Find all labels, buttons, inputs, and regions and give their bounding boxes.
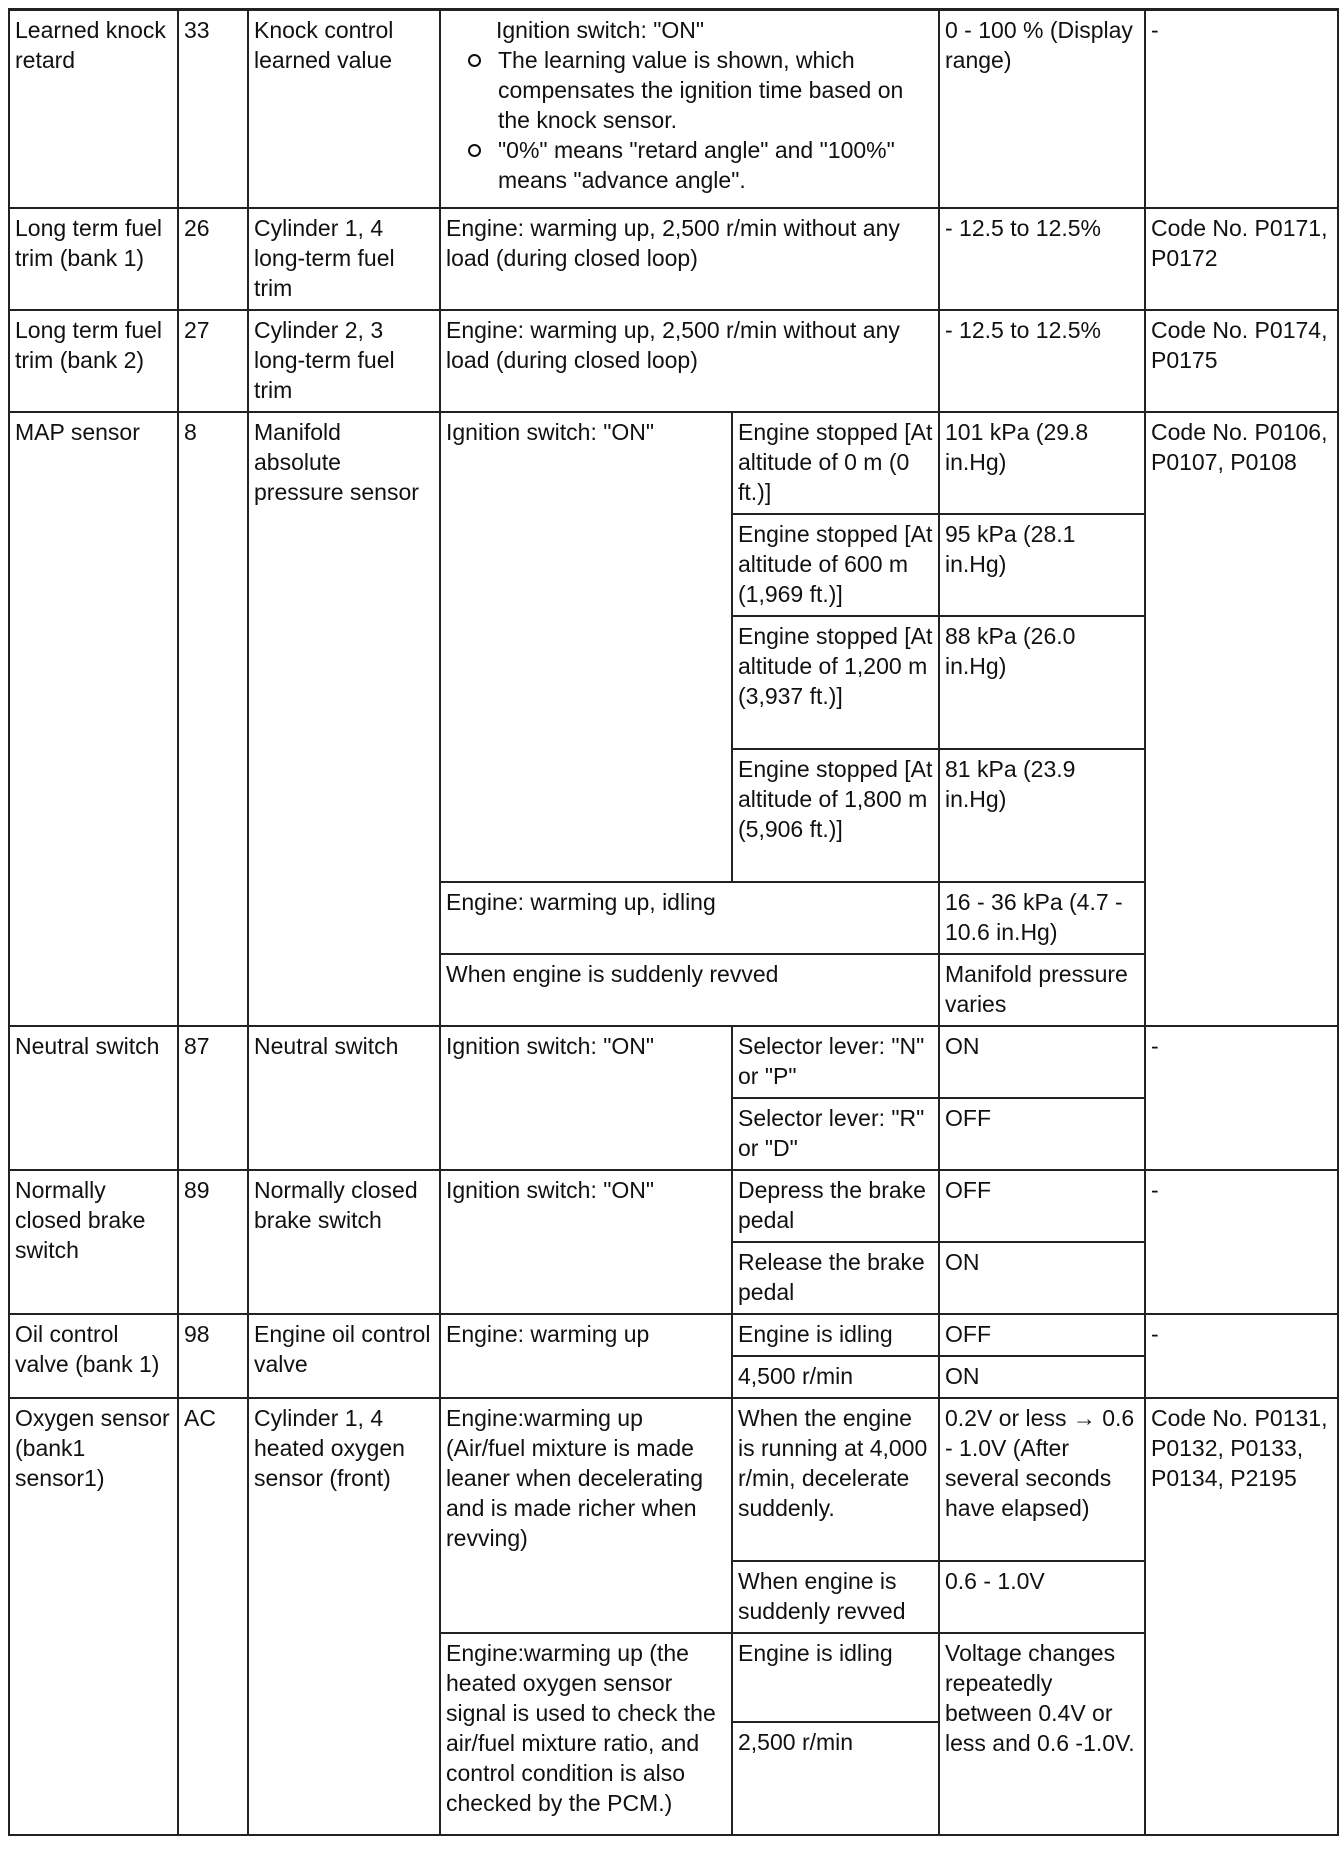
code-cell: - — [1145, 1170, 1338, 1314]
circle-bullet-icon — [468, 144, 481, 157]
sub-condition-cell: Depress the brake pedal — [732, 1170, 939, 1242]
circle-bullet-icon — [468, 54, 481, 67]
condition-cell: Engine: warming up, 2,500 r/min without any load (during closed loop) — [440, 310, 939, 412]
sub-condition-cell: 2,500 r/min — [732, 1722, 939, 1835]
condition-notes — [446, 45, 933, 195]
sub-condition-cell: Selector lever: "N" or "P" — [732, 1026, 939, 1098]
item-cell: Oxygen sensor (bank1 sensor1) — [9, 1398, 178, 1835]
pid-data-table — [8, 8, 1339, 1836]
condition-cell: Engine:warming up (the heated oxygen sensor signal is used to check the air/fuel mixture ratio, and control condition is also checked by the PCM.) — [440, 1633, 732, 1835]
sub-condition-cell: Selector lever: "R" or "D" — [732, 1098, 939, 1170]
pid-cell: 27 — [178, 310, 248, 412]
item-cell: MAP sensor — [9, 412, 178, 1026]
sub-condition-cell: Engine stopped [At altitude of 0 m (0 ft.)] — [732, 412, 939, 514]
condition-cell: Ignition switch: "ON" — [440, 412, 732, 882]
value-cell: ON — [939, 1356, 1145, 1398]
pid-cell: 26 — [178, 208, 248, 310]
code-cell: Code No. P0106, P0107, P0108 — [1145, 412, 1338, 1026]
code-cell: - — [1145, 10, 1338, 208]
condition-text: Ignition switch: "ON" — [496, 17, 705, 43]
sub-condition-cell: Engine stopped [At altitude of 1,800 m (5,906 ft.)] — [732, 749, 939, 882]
code-cell: Code No. P0171, P0172 — [1145, 208, 1338, 310]
description-cell: Knock control learned value — [248, 10, 440, 208]
table-row — [9, 310, 1338, 412]
value-cell: OFF — [939, 1170, 1145, 1242]
page — [8, 8, 1337, 1836]
item-cell: Oil control valve (bank 1) — [9, 1314, 178, 1398]
description-cell: Neutral switch — [248, 1026, 440, 1170]
condition-cell: Engine:warming up (Air/fuel mixture is made leaner when decelerating and is made richer when revving) — [440, 1398, 732, 1633]
item-cell: Normally closed brake switch — [9, 1170, 178, 1314]
code-cell: - — [1145, 1314, 1338, 1398]
item-cell: Long term fuel trim (bank 1) — [9, 208, 178, 310]
value-cell: 95 kPa (28.1 in.Hg) — [939, 514, 1145, 616]
note-item: The learning value is shown, which compensates the ignition time based on the knock sensor. — [460, 45, 933, 135]
pid-cell: 87 — [178, 1026, 248, 1170]
pid-cell: 89 — [178, 1170, 248, 1314]
condition-cell — [440, 10, 939, 208]
pid-cell: 8 — [178, 412, 248, 1026]
item-cell: Neutral switch — [9, 1026, 178, 1170]
item-cell: Long term fuel trim (bank 2) — [9, 310, 178, 412]
item-cell: Learned knock retard — [9, 10, 178, 208]
pid-cell: 33 — [178, 10, 248, 208]
description-cell: Cylinder 1, 4 heated oxygen sensor (front) — [248, 1398, 440, 1835]
code-cell: - — [1145, 1026, 1338, 1170]
value-cell: Manifold pressure varies — [939, 954, 1145, 1026]
code-cell: Code No. P0131, P0132, P0133, P0134, P2195 — [1145, 1398, 1338, 1835]
pid-cell: AC — [178, 1398, 248, 1835]
table-row — [9, 208, 1338, 310]
condition-cell: Engine: warming up, 2,500 r/min without any load (during closed loop) — [440, 208, 939, 310]
condition-cell: Ignition switch: "ON" — [440, 1170, 732, 1314]
table-row — [9, 1026, 1338, 1098]
value-cell: Voltage changes repeatedly between 0.4V or less and 0.6 -1.0V. — [939, 1633, 1145, 1835]
value-cell: 81 kPa (23.9 in.Hg) — [939, 749, 1145, 882]
table-row — [9, 10, 1338, 208]
condition-cell: Ignition switch: "ON" — [440, 1026, 732, 1170]
description-cell: Cylinder 2, 3 long-term fuel trim — [248, 310, 440, 412]
condition-cell: Engine: warming up — [440, 1314, 732, 1398]
value-cell: 101 kPa (29.8 in.Hg) — [939, 412, 1145, 514]
value-cell: - 12.5 to 12.5% — [939, 310, 1145, 412]
value-cell: OFF — [939, 1314, 1145, 1356]
sub-condition-cell: When engine is suddenly revved — [732, 1561, 939, 1633]
value-cell: 88 kPa (26.0 in.Hg) — [939, 616, 1145, 749]
sub-condition-cell: Release the brake pedal — [732, 1242, 939, 1314]
pid-cell: 98 — [178, 1314, 248, 1398]
code-cell: Code No. P0174, P0175 — [1145, 310, 1338, 412]
value-cell: 0.2V or less → 0.6 - 1.0V (After several seconds have elapsed) — [939, 1398, 1145, 1561]
sub-condition-cell: When the engine is running at 4,000 r/min, decelerate suddenly. — [732, 1398, 939, 1561]
value-cell: OFF — [939, 1098, 1145, 1170]
table-row — [9, 1398, 1338, 1561]
description-cell: Normally closed brake switch — [248, 1170, 440, 1314]
condition-cell: Engine: warming up, idling — [440, 882, 939, 954]
table-row — [9, 1314, 1338, 1356]
value-cell: ON — [939, 1026, 1145, 1098]
sub-condition-cell: Engine is idling — [732, 1633, 939, 1722]
sub-condition-cell: Engine stopped [At altitude of 1,200 m (3,937 ft.)] — [732, 616, 939, 749]
table-row — [9, 412, 1338, 514]
value-cell: 16 - 36 kPa (4.7 - 10.6 in.Hg) — [939, 882, 1145, 954]
value-cell: 0.6 - 1.0V — [939, 1561, 1145, 1633]
sub-condition-cell: 4,500 r/min — [732, 1356, 939, 1398]
value-cell: - 12.5 to 12.5% — [939, 208, 1145, 310]
condition-cell: When engine is suddenly revved — [440, 954, 939, 1026]
sub-condition-cell: Engine is idling — [732, 1314, 939, 1356]
table-row — [9, 1170, 1338, 1242]
value-cell: ON — [939, 1242, 1145, 1314]
description-cell: Engine oil control valve — [248, 1314, 440, 1398]
description-cell: Cylinder 1, 4 long-term fuel trim — [248, 208, 440, 310]
note-item: "0%" means "retard angle" and "100%" means "advance angle". — [460, 135, 933, 195]
description-cell: Manifold absolute pressure sensor — [248, 412, 440, 1026]
value-cell: 0 - 100 % (Display range) — [939, 10, 1145, 208]
sub-condition-cell: Engine stopped [At altitude of 600 m (1,969 ft.)] — [732, 514, 939, 616]
